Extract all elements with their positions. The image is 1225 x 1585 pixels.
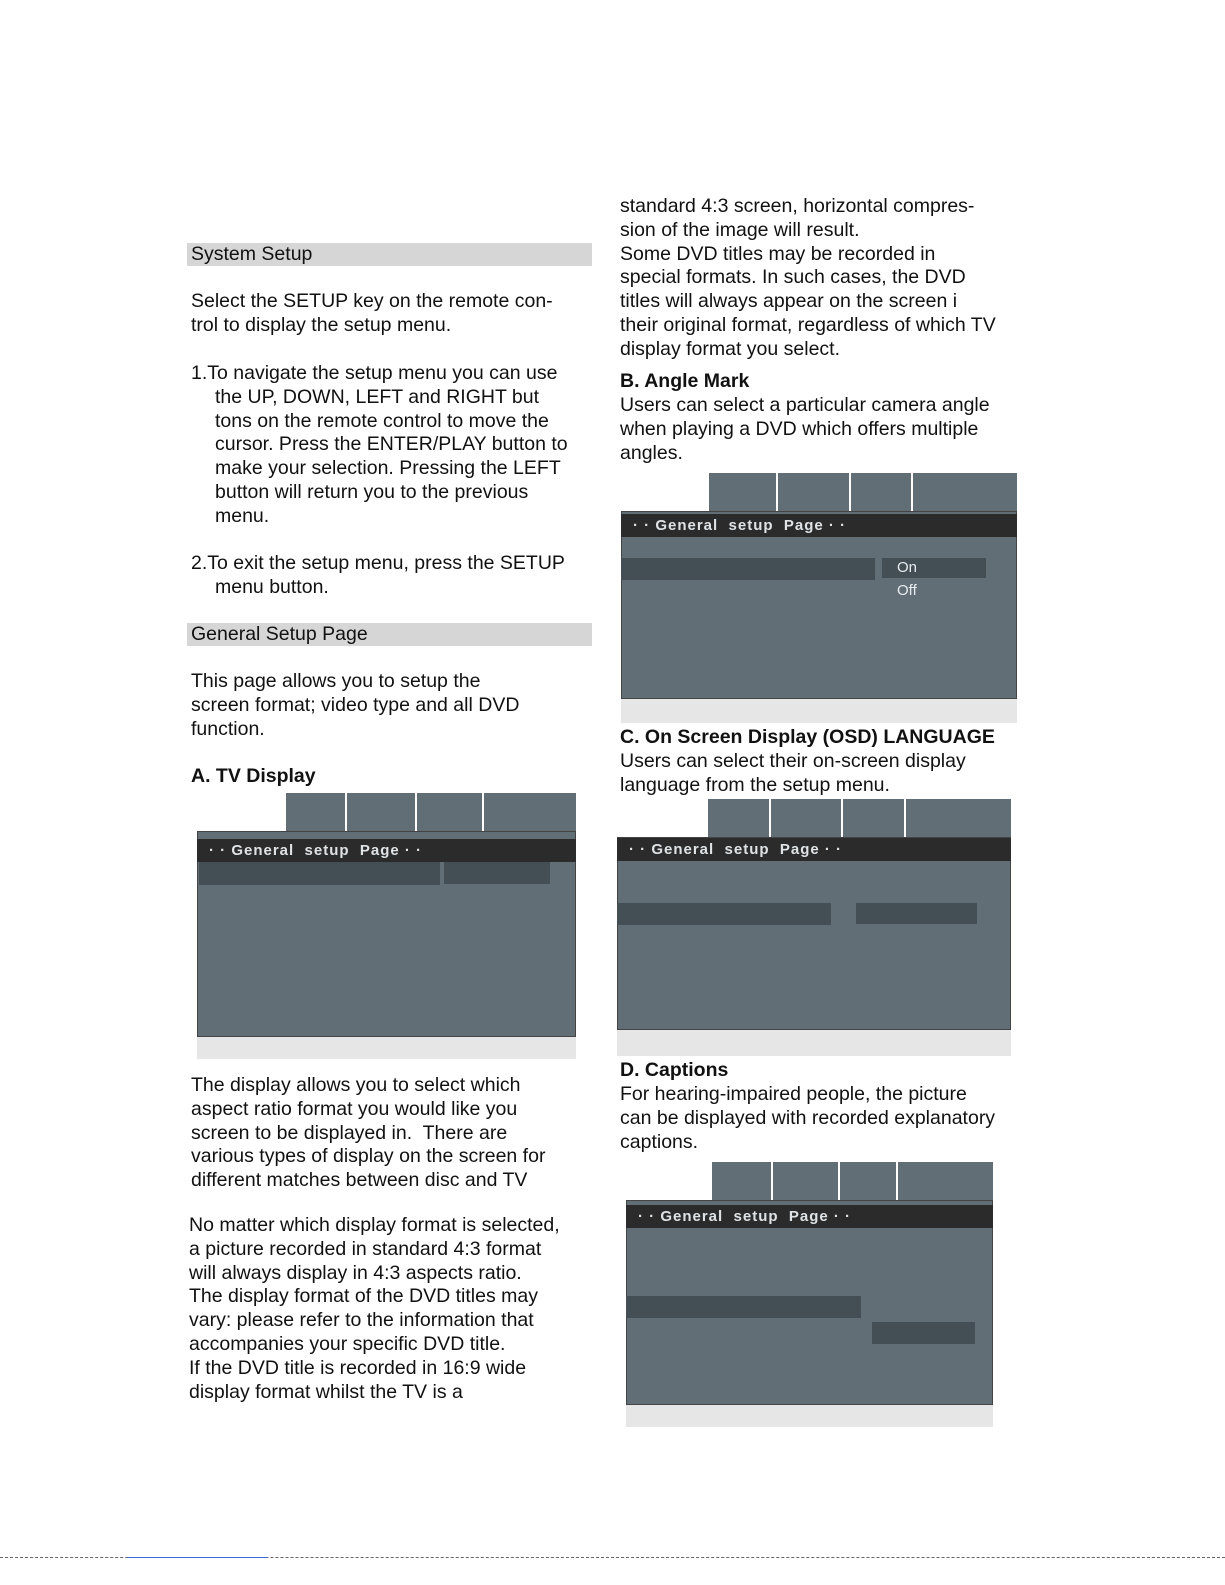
osd-footer-bar [617,1030,1011,1056]
text-line: vary: please refer to the information that [189,1309,534,1332]
text-line: Users can select their on-screen display [620,750,966,772]
osd-title-bar: · · General setup Page · · [626,1205,993,1228]
text-line: a picture recorded in standard 4:3 format [189,1237,542,1260]
text-line: cursor. Press the ENTER/PLAY button to [215,433,568,456]
text-line: trol to display the setup menu. [191,313,452,336]
osd-tab [415,793,482,831]
osd-tab [769,799,841,837]
text-line: titles will always appear on the screen i [620,290,958,313]
step-1-paragraph [191,362,568,529]
osd-tab [626,1162,710,1200]
page-bottom-link-rule [127,1557,267,1558]
continued-paragraph [620,195,996,362]
step-2-paragraph [191,552,565,600]
text-line: Users can select a particular camera angle [620,394,990,416]
osd-tab-row [197,793,576,831]
osd-tab [710,1162,771,1200]
text-line: The display allows you to select which [191,1074,521,1096]
text-line: the UP, DOWN, LEFT and RIGHT but [215,385,540,408]
osd-highlight-row [621,558,875,580]
text-line: tons on the remote control to move the [215,409,549,432]
text-line: Select the SETUP key on the remote con- [191,290,553,312]
general-setup-bar: General Setup Page [187,623,592,646]
osd-language-heading: C. On Screen Display (OSD) LANGUAGE [620,726,995,748]
osd-tab [482,793,576,831]
text-line: will always display in 4:3 aspects ratio. [189,1261,522,1284]
text-line: 1.To navigate the setup menu you can use [191,362,558,384]
osd-option-off: Off [897,582,917,599]
osd-screen-body [617,837,1011,1030]
osd-footer-bar [626,1405,993,1427]
osd-tab [911,473,1017,511]
text-line: special formats. In such cases, the DVD [620,266,966,289]
osd-tab [706,799,769,837]
text-line: accompanies your specific DVD title. [189,1332,506,1355]
text-line: angles. [620,441,683,464]
osd-tab [707,473,776,511]
osd-option-on: On [897,559,918,576]
text-line: 2.To exit the setup menu, press the SETUP [191,552,565,574]
osd-option-box [856,903,977,924]
text-line: when playing a DVD which offers multiple [620,417,979,440]
osd-tab [838,1162,896,1200]
osd-option-box [872,1322,975,1344]
osd-highlight-row [199,862,440,885]
text-line: aspect ratio format you would like you [191,1097,518,1120]
text-line: No matter which display format is selected, [189,1214,560,1236]
osd-tab [621,473,707,511]
text-line: function. [191,717,265,740]
osd-language-paragraph [620,750,966,798]
text-line: captions. [620,1130,699,1153]
text-line: can be displayed with recorded explanatory [620,1106,996,1129]
osd-tab [197,793,284,831]
osd-option-box [444,862,550,884]
captions-paragraph [620,1083,995,1154]
osd-tab [617,799,706,837]
osd-tab-row [621,473,1017,511]
osd-footer-bar [621,699,1017,723]
osd-screen-tv-display [197,793,576,1059]
intro-paragraph [191,290,553,338]
text-line: menu button. [215,575,329,598]
display-paragraph [191,1074,545,1193]
text-line: Some DVD titles may be recorded in [620,242,936,265]
osd-tab [345,793,415,831]
osd-tab [904,799,1011,837]
text-line: their original format, regardless of which TV [620,313,996,336]
osd-title-bar: · · General setup Page · · [197,839,576,862]
osd-footer-bar [197,1037,576,1059]
osd-tab [896,1162,993,1200]
osd-tab [284,793,345,831]
text-line: language from the setup menu. [620,773,890,796]
text-line: This page allows you to setup the [191,670,481,692]
osd-highlight-row [617,903,831,925]
text-line: For hearing-impaired people, the picture [620,1083,967,1105]
text-line: standard 4:3 screen, horizontal compres- [620,195,975,217]
text-line: different matches between disc and TV [191,1169,528,1192]
text-line: button will return you to the previous [215,480,529,503]
osd-title-bar: · · General setup Page · · [621,514,1017,537]
osd-screen-body [621,511,1017,699]
osd-tab [849,473,911,511]
osd-tab [841,799,904,837]
text-line: If the DVD title is recorded in 16:9 wide [189,1356,527,1379]
tv-display-heading: A. TV Display [191,765,316,787]
captions-heading: D. Captions [620,1059,729,1081]
osd-screen-angle-mark [621,473,1017,723]
osd-highlight-row [626,1296,861,1318]
system-setup-bar: System Setup [187,243,592,266]
text-line: The display format of the DVD titles may [189,1285,538,1308]
osd-tab [776,473,849,511]
osd-tab-row [617,799,1011,837]
text-line: screen format; video type and all DVD [191,693,520,716]
osd-tab-row [626,1162,993,1200]
text-line: menu. [215,504,270,527]
text-line: display format whilst the TV is a [189,1380,463,1403]
osd-title-bar: · · General setup Page · · [617,838,1011,861]
angle-paragraph [620,394,990,465]
osd-screen-language [617,799,1011,1056]
text-line: screen to be displayed in. There are [191,1121,508,1144]
text-line: make your selection. Pressing the LEFT [215,457,561,480]
text-line: display format you select. [620,337,841,360]
general-paragraph [191,670,519,741]
osd-tab [771,1162,838,1200]
no-matter-paragraph [189,1214,560,1404]
angle-mark-heading: B. Angle Mark [620,370,750,392]
text-line: sion of the image will result. [620,218,860,241]
osd-screen-captions [626,1162,993,1427]
text-line: various types of display on the screen for [191,1145,546,1168]
